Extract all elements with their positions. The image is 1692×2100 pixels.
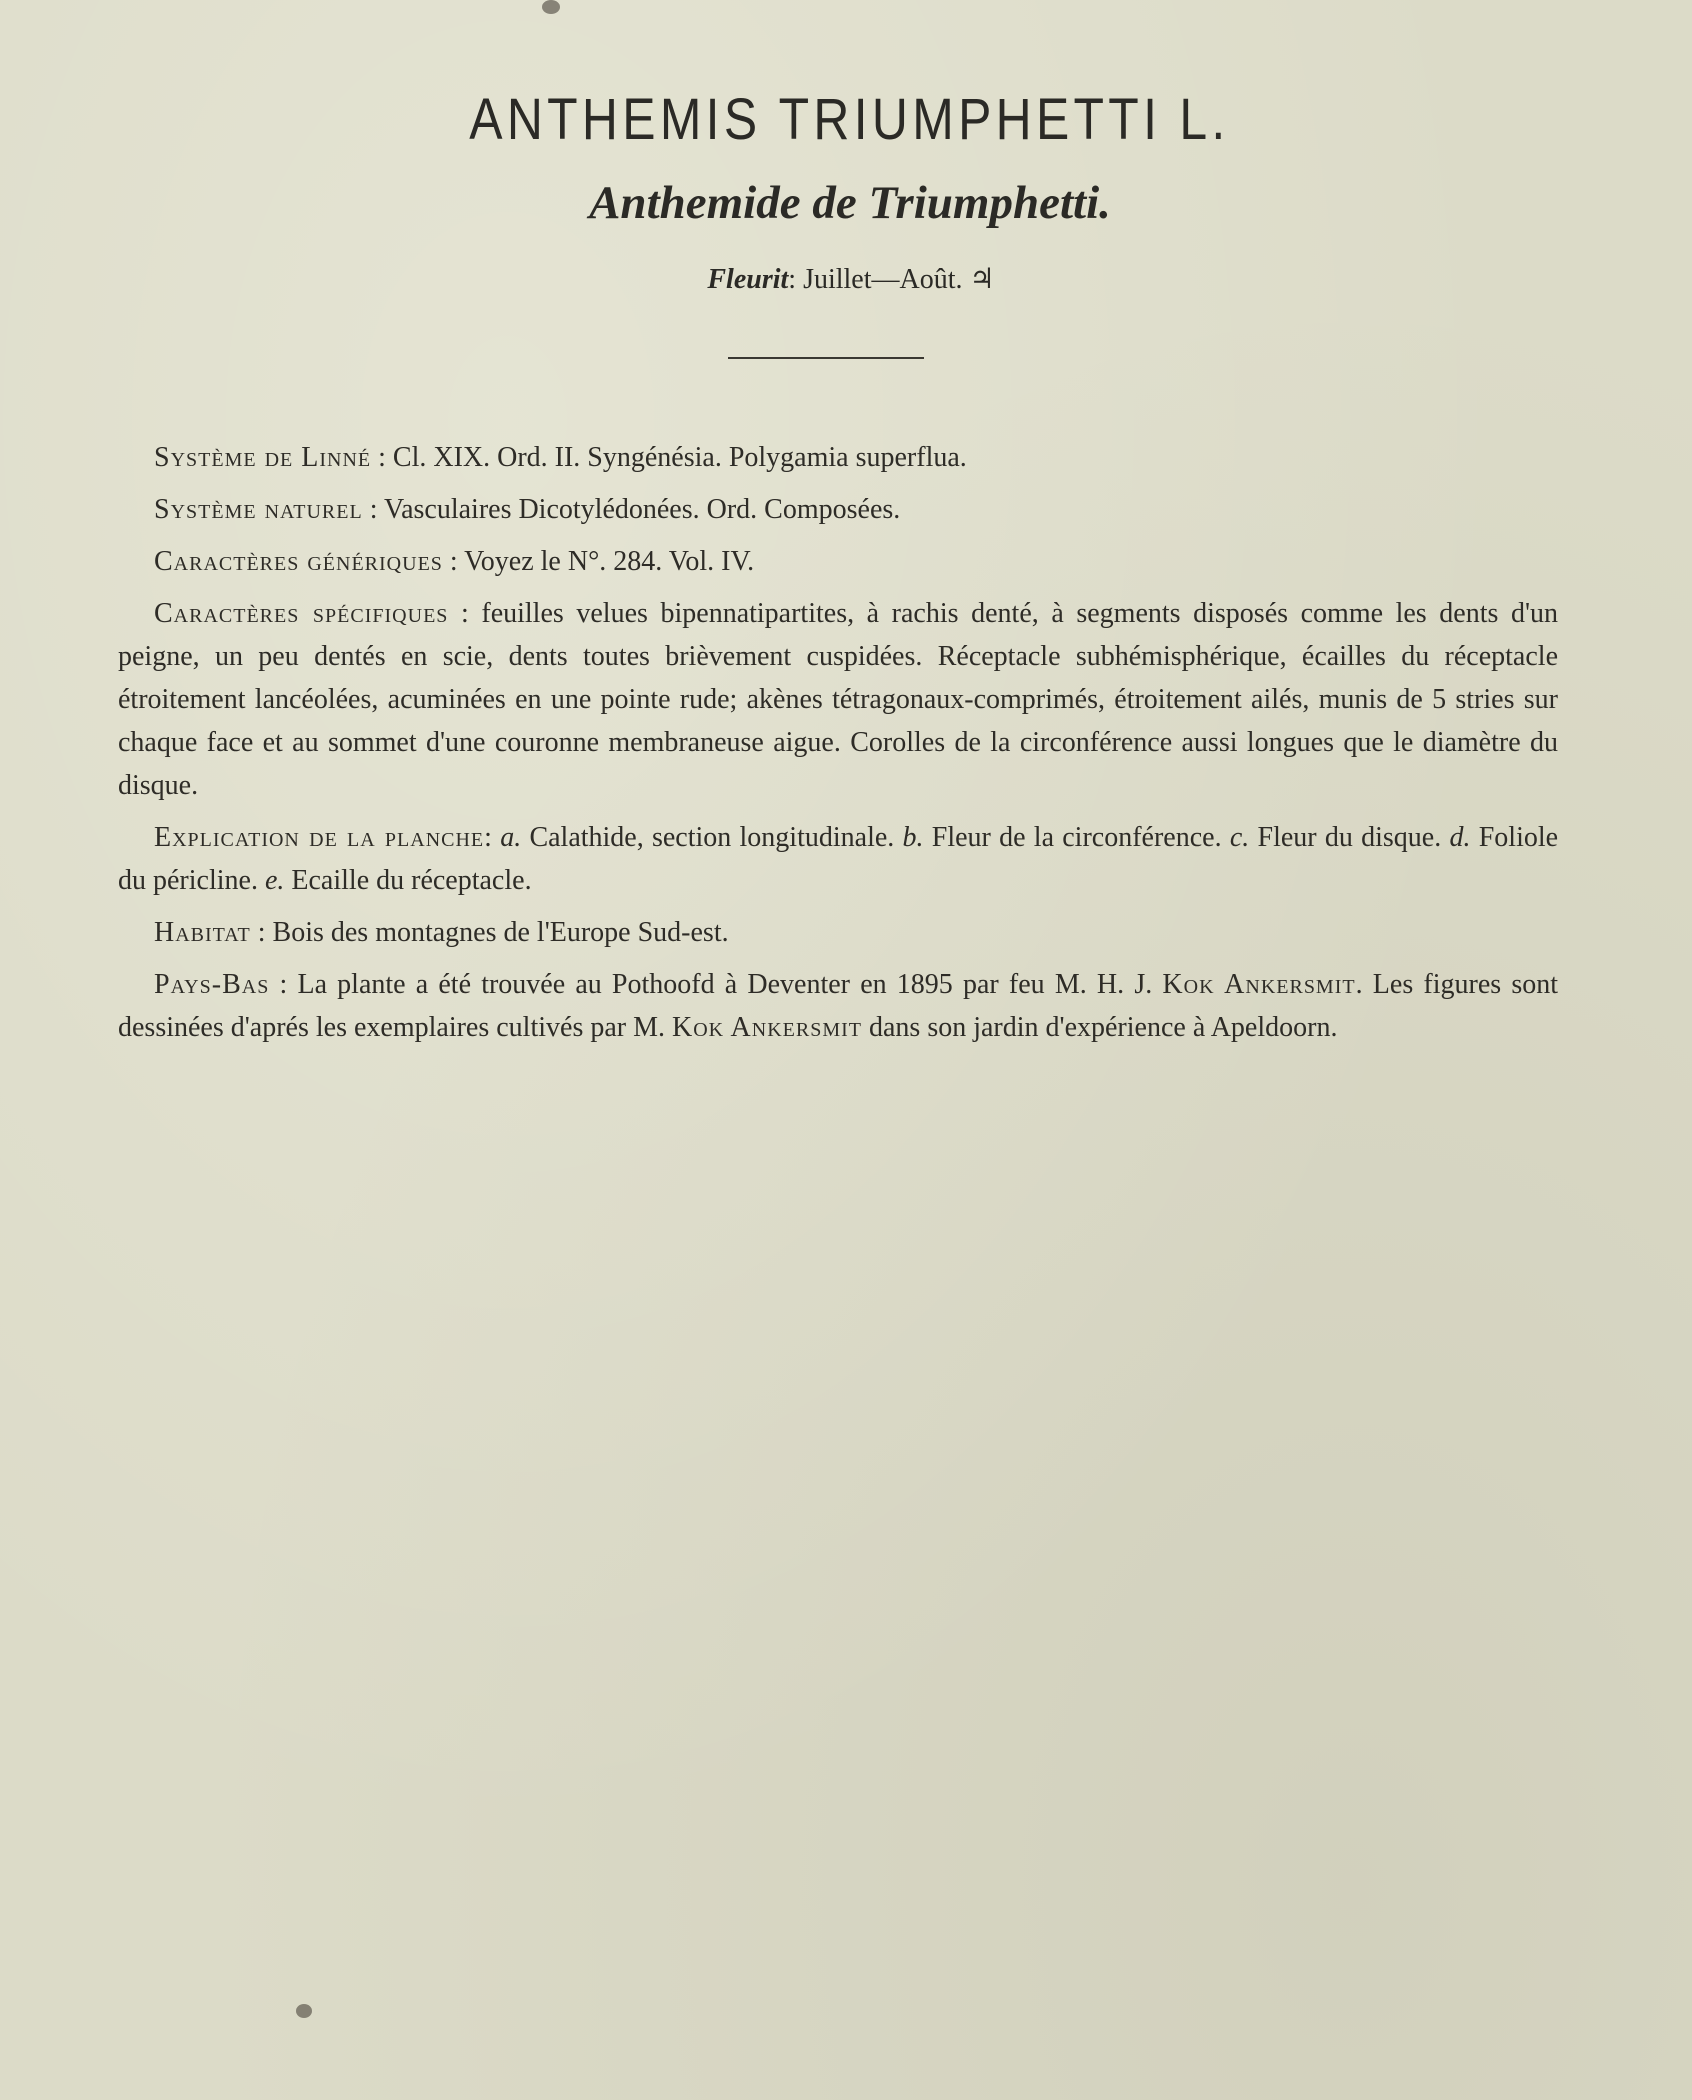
title-divider [728,357,924,359]
section-text: : Cl. XIX. Ord. II. Syngénésia. Polygamia superflua. [378,442,967,473]
section-label: Pays-Bas [154,969,270,1000]
section-label: Caractères génériques [154,546,443,577]
figure-letter-b: b. [902,822,924,853]
plant-common-name: Anthemide de Triumphetti. [589,177,1111,229]
section-text: . Les figures sont dessinées d'aprés les exemplaires cultivés par M. [118,969,1559,1043]
figure-caption-b: Fleur de la circonférence. [931,822,1222,853]
section-colon: : [484,822,492,853]
flowering-period [0,262,1692,296]
figure-letter-c: c. [1229,822,1250,853]
figure-caption-c: Fleur du disque. [1257,822,1442,853]
plant-title: ANTHEMIS TRIUMPHETTI L. [469,87,1230,152]
section-text: : La plante a été trouvée au Pothoofd à Deventer en 1895 par feu M. H. J. [279,969,1153,1000]
person-name: Kok Ankersmit [1162,969,1356,1000]
section-label: Habitat [154,917,251,948]
section-habitat [118,911,1558,954]
figure-letter-e: e. [264,865,285,896]
ink-spot [542,0,560,14]
figure-caption-e: Ecaille du réceptacle. [291,865,532,896]
section-text: : Bois des montagnes de l'Europe Sud-est. [257,917,729,948]
description-body [118,436,1558,1058]
figure-letter-a: a. [500,822,522,853]
section-caracteres-specifiques [118,592,1558,807]
section-text: : Voyez le N°. 284. Vol. IV. [449,546,755,577]
section-explication-planche [118,816,1558,902]
section-pays-bas [118,963,1558,1049]
section-systeme-naturel [118,488,1558,531]
flowering-label: Fleurit [707,264,789,295]
figure-letter-d: d. [1449,822,1471,853]
section-label: Système naturel [154,494,363,525]
figure-caption-a: Calathide, section longitudinale. [529,822,895,853]
section-label: Caractères spécifiques [154,598,449,629]
person-name: Kok Ankersmit [671,1012,862,1043]
figure-caption-d: Foliole du péricline. [118,822,1559,896]
section-text: : feuilles velues bipennatipartites, à rachis denté, à segments disposés comme les dents d'un peigne, un peu dentés en scie, dents toutes brièvement cuspidées. Réceptacle subhémisphérique, écailles du réceptacle étroitement lancéolées, acuminées en une pointe rude; akènes tétragonaux-comprimés, étroitement ailés, munis de 5 stries sur chaque face et au sommet d'une couronne membraneuse aigue. Corolles de la circonférence aussi longues que le diamètre du disque. [118,598,1559,801]
flowering-value: : Juillet—Août. ♃ [788,264,995,295]
section-systeme-linne [118,436,1558,479]
section-label: Système de Linné [154,442,372,473]
section-caracteres-generiques [118,540,1558,583]
section-text: dans son jardin d'expérience à Apeldoorn. [869,1012,1338,1043]
ink-spot [296,2004,312,2018]
section-text: : Vasculaires Dicotylédonées. Ord. Composées. [369,494,901,525]
section-label: Explication de la planche [154,822,485,853]
